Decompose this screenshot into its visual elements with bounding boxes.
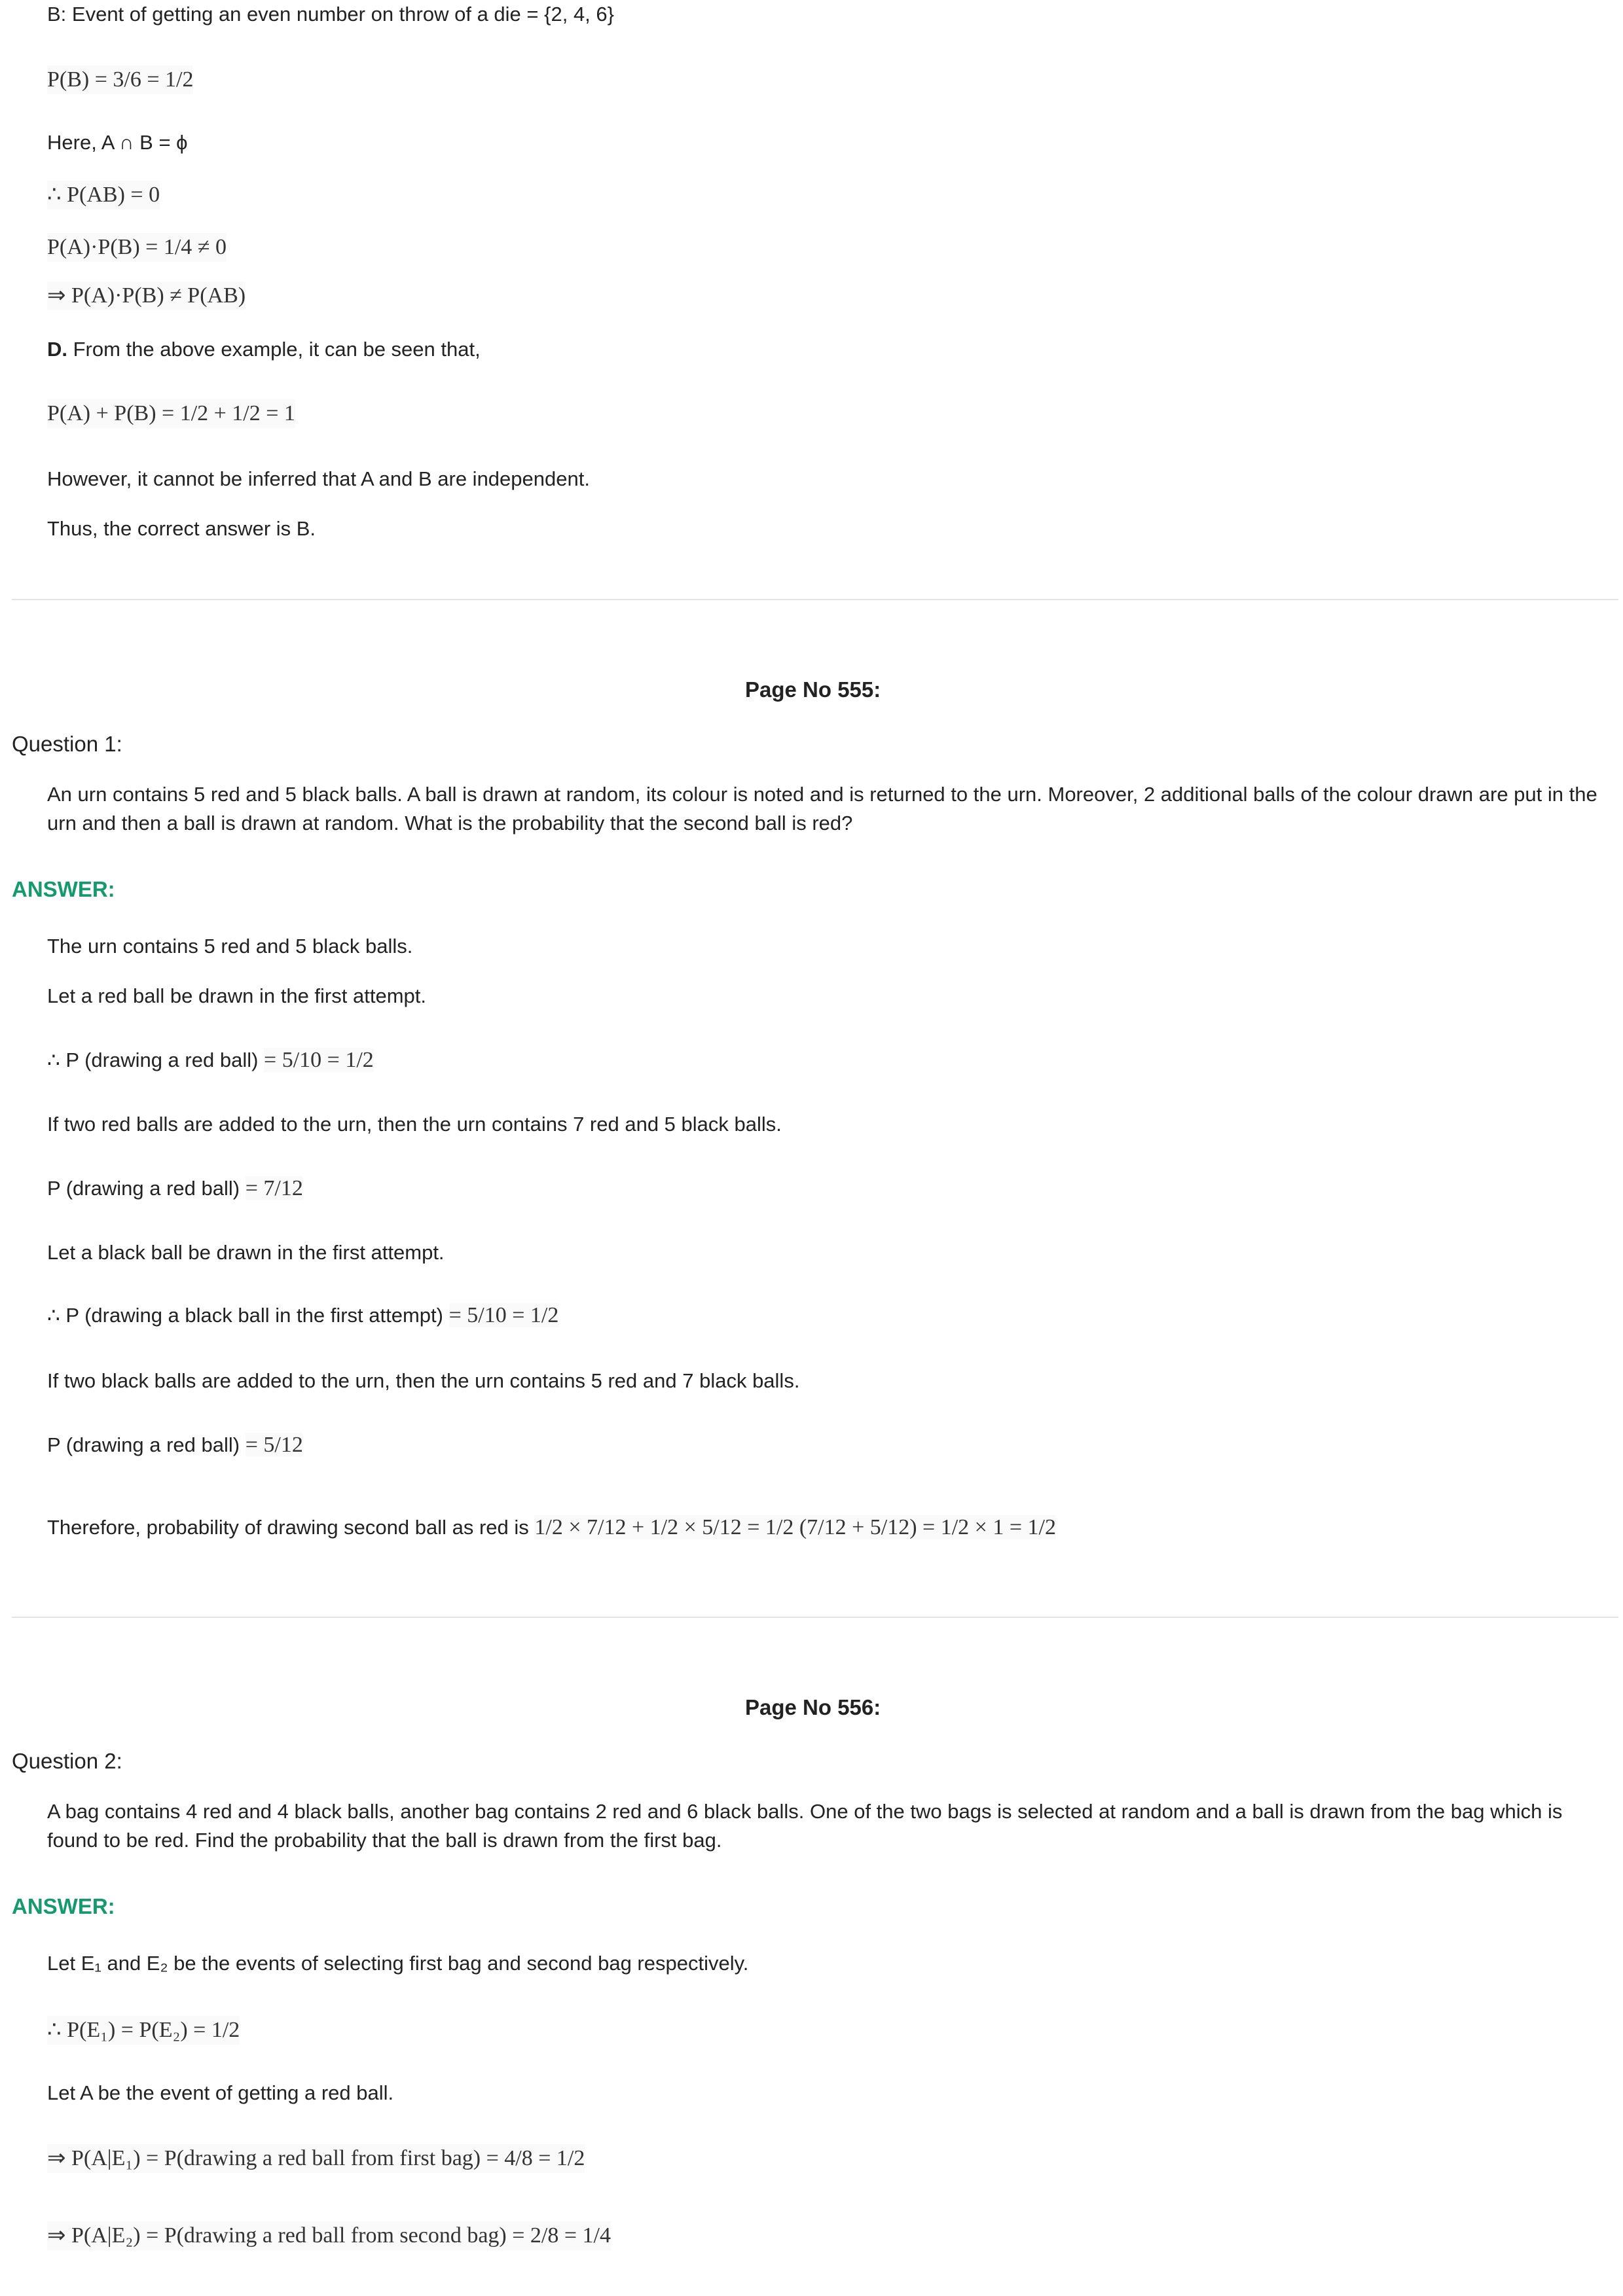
answer-1-line-2: Let a red ball be drawn in the first attempt. [47,984,426,1007]
option-d-line [47,335,481,364]
product-equation: P(A)·P(B) = 1/4 ≠ 0 [47,233,227,262]
answer-1-line-9 [47,1431,303,1460]
pab-equation: ∴ P(AB) = 0 [47,181,160,209]
option-d-label: D. [47,338,67,361]
page-number-555: Page No 555: [745,677,881,702]
answer-1-line-9-prefix: P (drawing a red ball) [47,1433,240,1456]
page-number-556: Page No 556: [745,1695,881,1719]
answer-1-line-6: Let a black ball be drawn in the first attempt. [47,1241,445,1264]
answer-2-line-4: ⇒ P(A|E₁) = P(drawing a red ball from first bag) = 4/8 = 1/2 [47,2144,585,2173]
however-text: However, it cannot be inferred that A and B are independent. [47,467,590,490]
answer-1-line-5 [47,1174,303,1203]
answer-1-line-4: If two red balls are added to the urn, then the urn contains 7 red and 5 black balls. [47,1113,782,1136]
sum-equation: P(A) + P(B) = 1/2 + 1/2 = 1 [47,399,295,428]
pb-equation: P(B) = 3/6 = 1/2 [47,65,193,94]
answer-1-line-1: The urn contains 5 red and 5 black balls. [47,935,413,958]
answer-1-line-7-prefix: ∴ P (drawing a black ball in the first attempt) [47,1304,443,1327]
answer-2-line-1: Let E₁ and E₂ be the events of selecting first bag and second bag respectively. [47,1952,749,1975]
answer-1-line-9-math: = 5/12 [245,1433,303,1457]
answer-1-line-10-math: 1/2 × 7/12 + 1/2 × 5/12 = 1/2 (7/12 + 5/12) = 1/2 × 1 = 1/2 [534,1515,1056,1539]
option-d-text: From the above example, it can be seen that, [73,338,481,361]
answer-1-line-7-math: = 5/10 = 1/2 [448,1303,559,1327]
answer-1-line-3-math: = 5/10 = 1/2 [264,1048,374,1072]
answer-1-line-7 [47,1301,558,1330]
answer-1-line-3-prefix: ∴ P (drawing a red ball) [47,1049,259,1071]
question-2-text: A bag contains 4 red and 4 black balls, another bag contains 2 red and 6 black balls. One of the two bags is selected at random and a ball is drawn from the bag which is found to be red. Find the probability that the ball is drawn from the first bag. [47,1800,1563,1852]
answer-1-label: ANSWER: [12,877,115,901]
answer-1-line-10-prefix: Therefore, probability of drawing second ball as red is [47,1516,529,1539]
event-b-text: B: Event of getting an even number on throw of a die = {2, 4, 6} [47,3,615,26]
answer-2-line-5: ⇒ P(A|E₂) = P(drawing a red ball from second bag) = 2/8 = 1/4 [47,2221,611,2250]
section-divider [12,1617,1618,1618]
answer-1-line-3 [47,1046,374,1075]
answer-1-line-5-math: = 7/12 [245,1176,303,1200]
answer-1-line-8: If two black balls are added to the urn, then the urn contains 5 red and 7 black balls. [47,1369,800,1392]
answer-1-line-5-prefix: P (drawing a red ball) [47,1177,240,1200]
question-1-label: Question 1: [12,732,122,756]
answer-2-line-3: Let A be the event of getting a red ball. [47,2081,394,2104]
section-divider [12,599,1618,600]
implies-equation: ⇒ P(A)·P(B) ≠ P(AB) [47,281,246,310]
conclusion-text: Thus, the correct answer is B. [47,517,316,540]
intersection-text: Here, A ∩ B = ϕ [47,131,188,154]
answer-2-line-2: ∴ P(E₁) = P(E₂) = 1/2 [47,2016,240,2045]
answer-1-line-10 [47,1513,1056,1542]
question-1-text: An urn contains 5 red and 5 black balls. A ball is drawn at random, its colour is noted and is returned to the urn. Moreover, 2 additional balls of the colour drawn are put in the urn and then a ball is drawn at random. What is the probability that the second ball is red? [47,783,1597,834]
answer-2-label: ANSWER: [12,1894,115,1918]
question-2-label: Question 2: [12,1749,122,1773]
